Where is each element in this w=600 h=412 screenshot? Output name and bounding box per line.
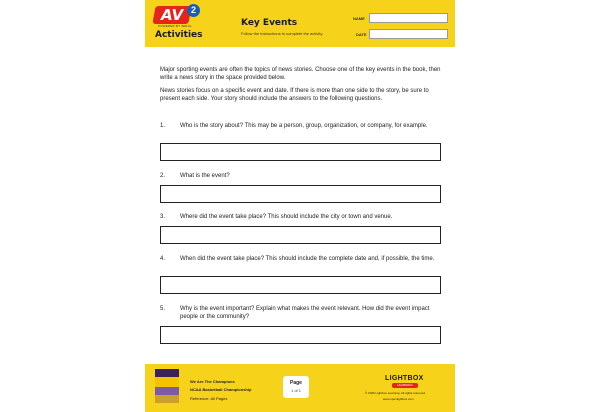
lightbox-tag: LEARNING: [392, 383, 418, 388]
name-label: NAME: [353, 16, 365, 21]
question-text: Why is the event important? Explain what makes the event relevant. How did the event impact people or the community?: [180, 306, 430, 320]
answer-box-4[interactable]: [160, 276, 441, 294]
worksheet-page: [145, 0, 455, 412]
page-title: Key Events: [241, 18, 298, 28]
logo-subtext: POWERED BY WEIGL: [158, 24, 192, 28]
answer-box-3[interactable]: [160, 226, 441, 244]
activities-label: Activities: [155, 30, 203, 40]
logo-av-text: AV: [152, 6, 191, 24]
question-number: 4.: [160, 256, 166, 262]
question-text: When did the event take place? This should include the complete date and, if possible, the time.: [180, 256, 435, 262]
name-field[interactable]: [369, 13, 448, 23]
intro-paragraph-1: Major sporting events are often the topics of news stories. Choose one of the key events in the book, then write a news story in the space provided below.: [160, 67, 441, 82]
question-number: 3.: [160, 214, 166, 220]
question-text: What is the event?: [180, 173, 230, 179]
logo-superscript: 2: [187, 4, 200, 17]
book-cover-image: [155, 369, 179, 403]
date-field[interactable]: [369, 29, 448, 39]
date-label: DATE: [356, 32, 367, 37]
reference-text: Reference: All Pages: [190, 396, 228, 401]
question-number: 5.: [160, 306, 166, 312]
copyright-text: © 2026 Lightbox Learning. All rights reserved.: [365, 391, 426, 395]
page-count: 1 of 1: [290, 388, 301, 393]
answer-box-1[interactable]: [160, 143, 441, 161]
question-number: 1.: [160, 123, 166, 129]
instruction-text: Follow the instructions to complete the activity.: [241, 31, 324, 36]
answer-box-2[interactable]: [160, 185, 441, 203]
intro-paragraph-2: News stories focus on a specific event and date. If there is more than one side to the story, be sure to present each side. Your story should include the answers to the following questions.: [160, 88, 429, 103]
question-text: Where did the event take place? This should include the city or town and venue.: [180, 214, 393, 220]
question-number: 2.: [160, 173, 166, 179]
lightbox-logo: LIGHTBOX: [385, 375, 424, 382]
website-link[interactable]: www.openlightbox.com: [383, 397, 414, 401]
page-label: Page: [290, 380, 302, 386]
av2-logo: [154, 6, 202, 30]
answer-box-5[interactable]: [160, 326, 441, 344]
book-title-line-2: NCAA Basketball Championship: [190, 387, 252, 392]
question-text: Who is the story about? This may be a person, group, organization, or company, for example.: [180, 123, 428, 129]
footer-banner: [145, 364, 455, 412]
page-indicator: [283, 376, 309, 398]
header-banner: [145, 0, 455, 47]
book-title-line-1: We Are The Champions: [190, 379, 235, 384]
